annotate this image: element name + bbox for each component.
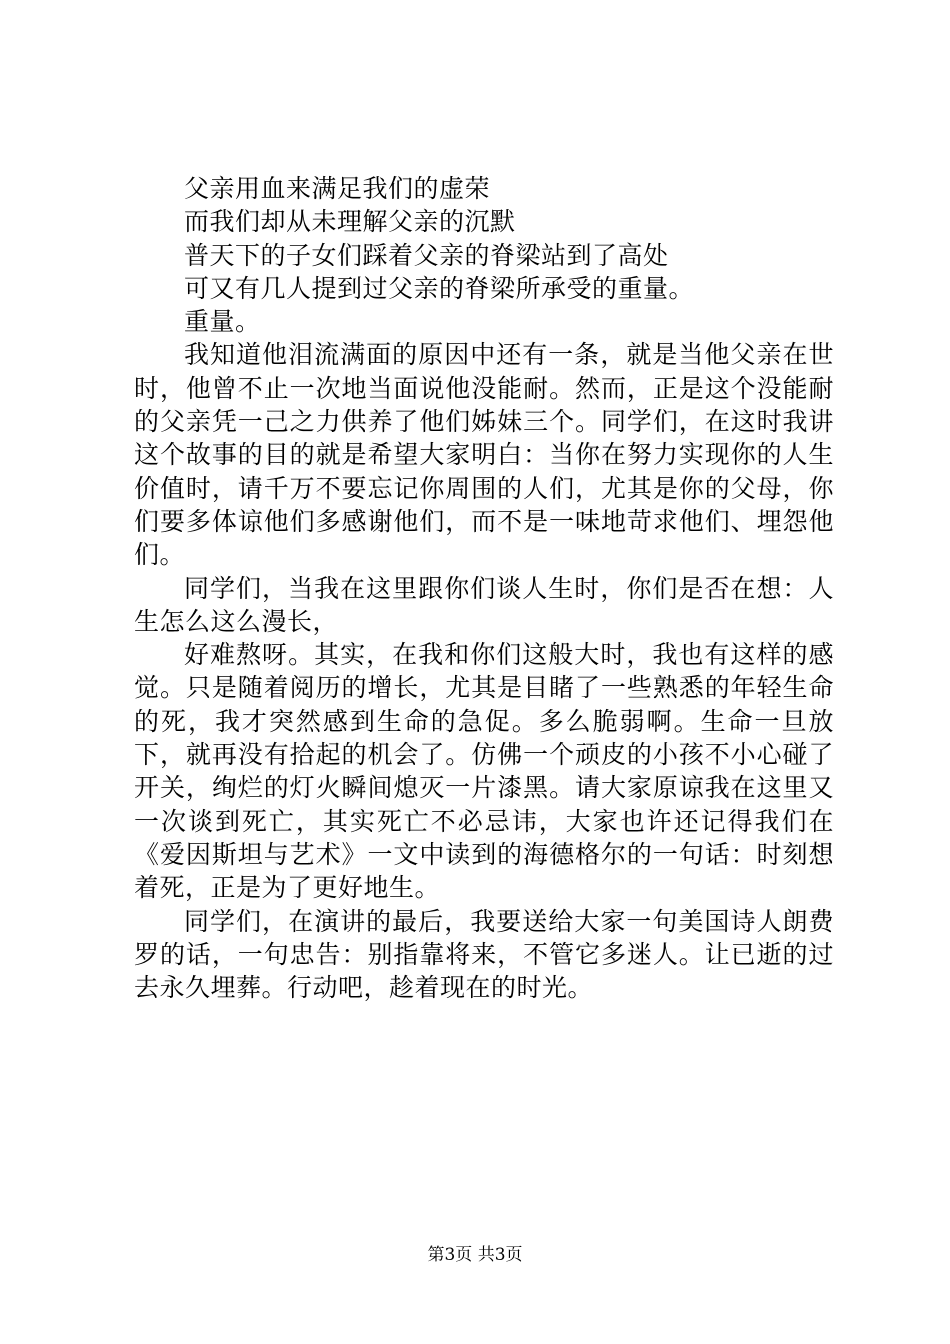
- paragraph-life-question: 同学们，当我在这里跟你们谈人生时，你们是否在想：人生怎么这么漫长，: [134, 573, 834, 636]
- poem-line-2: 而我们却从未理解父亲的沉默: [184, 207, 516, 237]
- paragraph-father: 我知道他泪流满面的原因中还有一条，就是当他父亲在世时，他曾不止一次地当面说他没能耐。然而，正是这个没能耐的父亲凭一己之力供养了他们姊妹三个。同学们，在这时我讲这个故事的目的就是希望大家明白：当你在努力实现你的人生价值时，请千万不要忘记你周围的人们，尤其是你的父母，你们要多体谅他们多感谢他们，而不是一味地苛求他们、埋怨他们。: [134, 340, 834, 570]
- body-text: [134, 172, 834, 1004]
- poem-line-3: 普天下的子女们踩着父亲的脊梁站到了高处: [184, 240, 669, 270]
- paragraph-closing: 同学们，在演讲的最后，我要送给大家一句美国诗人朗费罗的话，一句忠告：别指靠将来，不管它多迷人。让已逝的过去永久埋葬。行动吧，趁着现在的时光。: [134, 906, 834, 1003]
- paragraph-life-short: 好难熬呀。其实，在我和你们这般大时，我也有这样的感觉。只是随着阅历的增长，尤其是目睹了一些熟悉的年轻生命的死，我才突然感到生命的急促。多么脆弱啊。生命一旦放下，就再没有拾起的机会了。仿佛一个顽皮的小孩不小心碰了开关，绚烂的灯火瞬间熄灭一片漆黑。请大家原谅我在这里又一次谈到死亡，其实死亡不必忌讳，大家也许还记得我们在《爱因斯坦与艺术》一文中读到的海德格尔的一句话：时刻想着死，正是为了更好地生。: [134, 640, 834, 903]
- poem-line-4: 可又有几人提到过父亲的脊梁所承受的重量。: [184, 273, 695, 303]
- poem-line-1: 父亲用血来满足我们的虚荣: [184, 174, 491, 203]
- page-number-footer: 第3页 共3页: [427, 1245, 523, 1265]
- emphasis-line: 重量。: [184, 307, 261, 337]
